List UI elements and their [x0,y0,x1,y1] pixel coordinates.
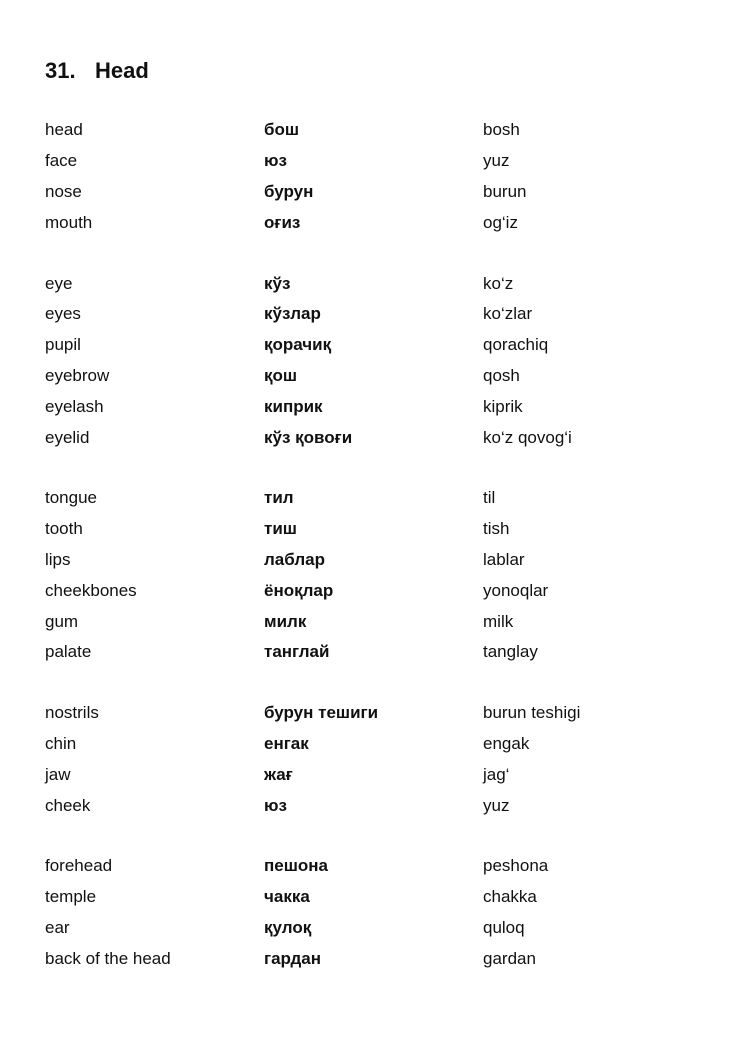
uzbek-latin-word: peshona [483,856,549,876]
english-word: ear [45,917,70,937]
english-word: nostrils [45,703,99,723]
vocab-row [45,207,695,238]
english-word: tooth [45,519,83,539]
vocab-group [45,115,695,238]
uzbek-cyrillic-word: бурун тешиги [264,703,379,723]
uzbek-latin-word: bosh [483,120,520,140]
uzbek-latin-word: quloq [483,917,525,937]
vocabulary-table [45,115,695,1004]
english-word: tongue [45,488,97,508]
english-word: lips [45,549,71,569]
uzbek-cyrillic-word: бурун [264,181,314,201]
uzbek-latin-word: ko‘z qovog‘i [483,427,572,447]
uzbek-latin-word: chakka [483,887,537,907]
uzbek-latin-word: qorachiq [483,335,549,355]
uzbek-cyrillic-word: танглай [264,642,330,662]
english-word: eyelid [45,427,90,447]
english-word: face [45,151,78,171]
english-word: head [45,120,83,140]
vocab-group [45,851,695,974]
uzbek-cyrillic-word: милк [264,611,307,631]
english-word: eyebrow [45,365,110,385]
english-word: cheekbones [45,580,137,600]
vocab-row [45,391,695,422]
uzbek-cyrillic-word: юз [264,151,287,171]
vocab-row [45,514,695,545]
vocab-group [45,483,695,668]
section-title: Head [95,58,149,83]
vocab-row [45,177,695,208]
uzbek-cyrillic-word: кўз [264,273,291,293]
uzbek-latin-word: tish [483,519,510,539]
vocab-row [45,851,695,882]
uzbek-cyrillic-word: чакка [264,887,310,907]
english-word: nose [45,181,82,201]
uzbek-latin-word: til [483,488,496,508]
vocab-row [45,637,695,668]
uzbek-latin-word: yuz [483,151,510,171]
english-word: forehead [45,856,113,876]
vocab-row [45,790,695,821]
uzbek-cyrillic-word: тил [264,488,294,508]
vocab-group [45,698,695,821]
uzbek-latin-word: ko‘zlar [483,304,533,324]
english-word: eye [45,273,73,293]
vocab-row [45,268,695,299]
uzbek-latin-word: milk [483,611,514,631]
uzbek-cyrillic-word: қорачиқ [264,335,332,355]
english-word: palate [45,642,92,662]
vocab-row [45,729,695,760]
vocab-row [45,606,695,637]
vocab-row [45,913,695,944]
uzbek-latin-word: og‘iz [483,212,518,232]
vocab-row [45,146,695,177]
vocab-row [45,115,695,146]
english-word: gum [45,611,79,631]
vocab-row [45,698,695,729]
uzbek-latin-word: burun [483,181,527,201]
uzbek-latin-word: engak [483,733,530,753]
english-word: mouth [45,212,93,232]
vocab-row [45,361,695,392]
english-word: eyelash [45,396,104,416]
uzbek-cyrillic-word: кўзлар [264,304,321,324]
vocab-row [45,545,695,576]
uzbek-cyrillic-word: қош [264,365,298,385]
uzbek-cyrillic-word: енгак [264,733,309,753]
uzbek-cyrillic-word: бош [264,120,300,140]
uzbek-cyrillic-word: юз [264,795,287,815]
section-heading [45,58,149,84]
english-word: cheek [45,795,91,815]
english-word: pupil [45,335,81,355]
vocab-row [45,943,695,974]
uzbek-latin-word: yonoqlar [483,580,549,600]
uzbek-cyrillic-word: лаблар [264,549,325,569]
uzbek-latin-word: yuz [483,795,510,815]
vocab-row [45,759,695,790]
uzbek-cyrillic-word: гардан [264,948,322,968]
vocab-row [45,299,695,330]
section-number: 31. [45,58,76,83]
vocab-group [45,268,695,453]
uzbek-cyrillic-word: кўз қовоғи [264,427,353,447]
uzbek-latin-word: jag‘ [483,764,510,784]
english-word: temple [45,887,97,907]
english-word: back of the head [45,948,171,968]
english-word: jaw [45,764,71,784]
uzbek-latin-word: ko‘z [483,273,514,293]
uzbek-cyrillic-word: жағ [264,764,293,784]
uzbek-latin-word: qosh [483,365,520,385]
uzbek-cyrillic-word: қулоқ [264,917,312,937]
uzbek-latin-word: kiprik [483,396,523,416]
vocab-row [45,330,695,361]
uzbek-latin-word: gardan [483,948,536,968]
uzbek-cyrillic-word: ёноқлар [264,580,334,600]
vocab-row [45,575,695,606]
english-word: chin [45,733,77,753]
uzbek-latin-word: tanglay [483,642,538,662]
uzbek-cyrillic-word: киприк [264,396,323,416]
vocab-row [45,882,695,913]
vocab-row [45,422,695,453]
uzbek-cyrillic-word: тиш [264,519,297,539]
uzbek-latin-word: burun teshigi [483,703,581,723]
uzbek-cyrillic-word: пешона [264,856,328,876]
uzbek-cyrillic-word: оғиз [264,212,301,232]
uzbek-latin-word: lablar [483,549,525,569]
english-word: eyes [45,304,81,324]
vocab-row [45,483,695,514]
